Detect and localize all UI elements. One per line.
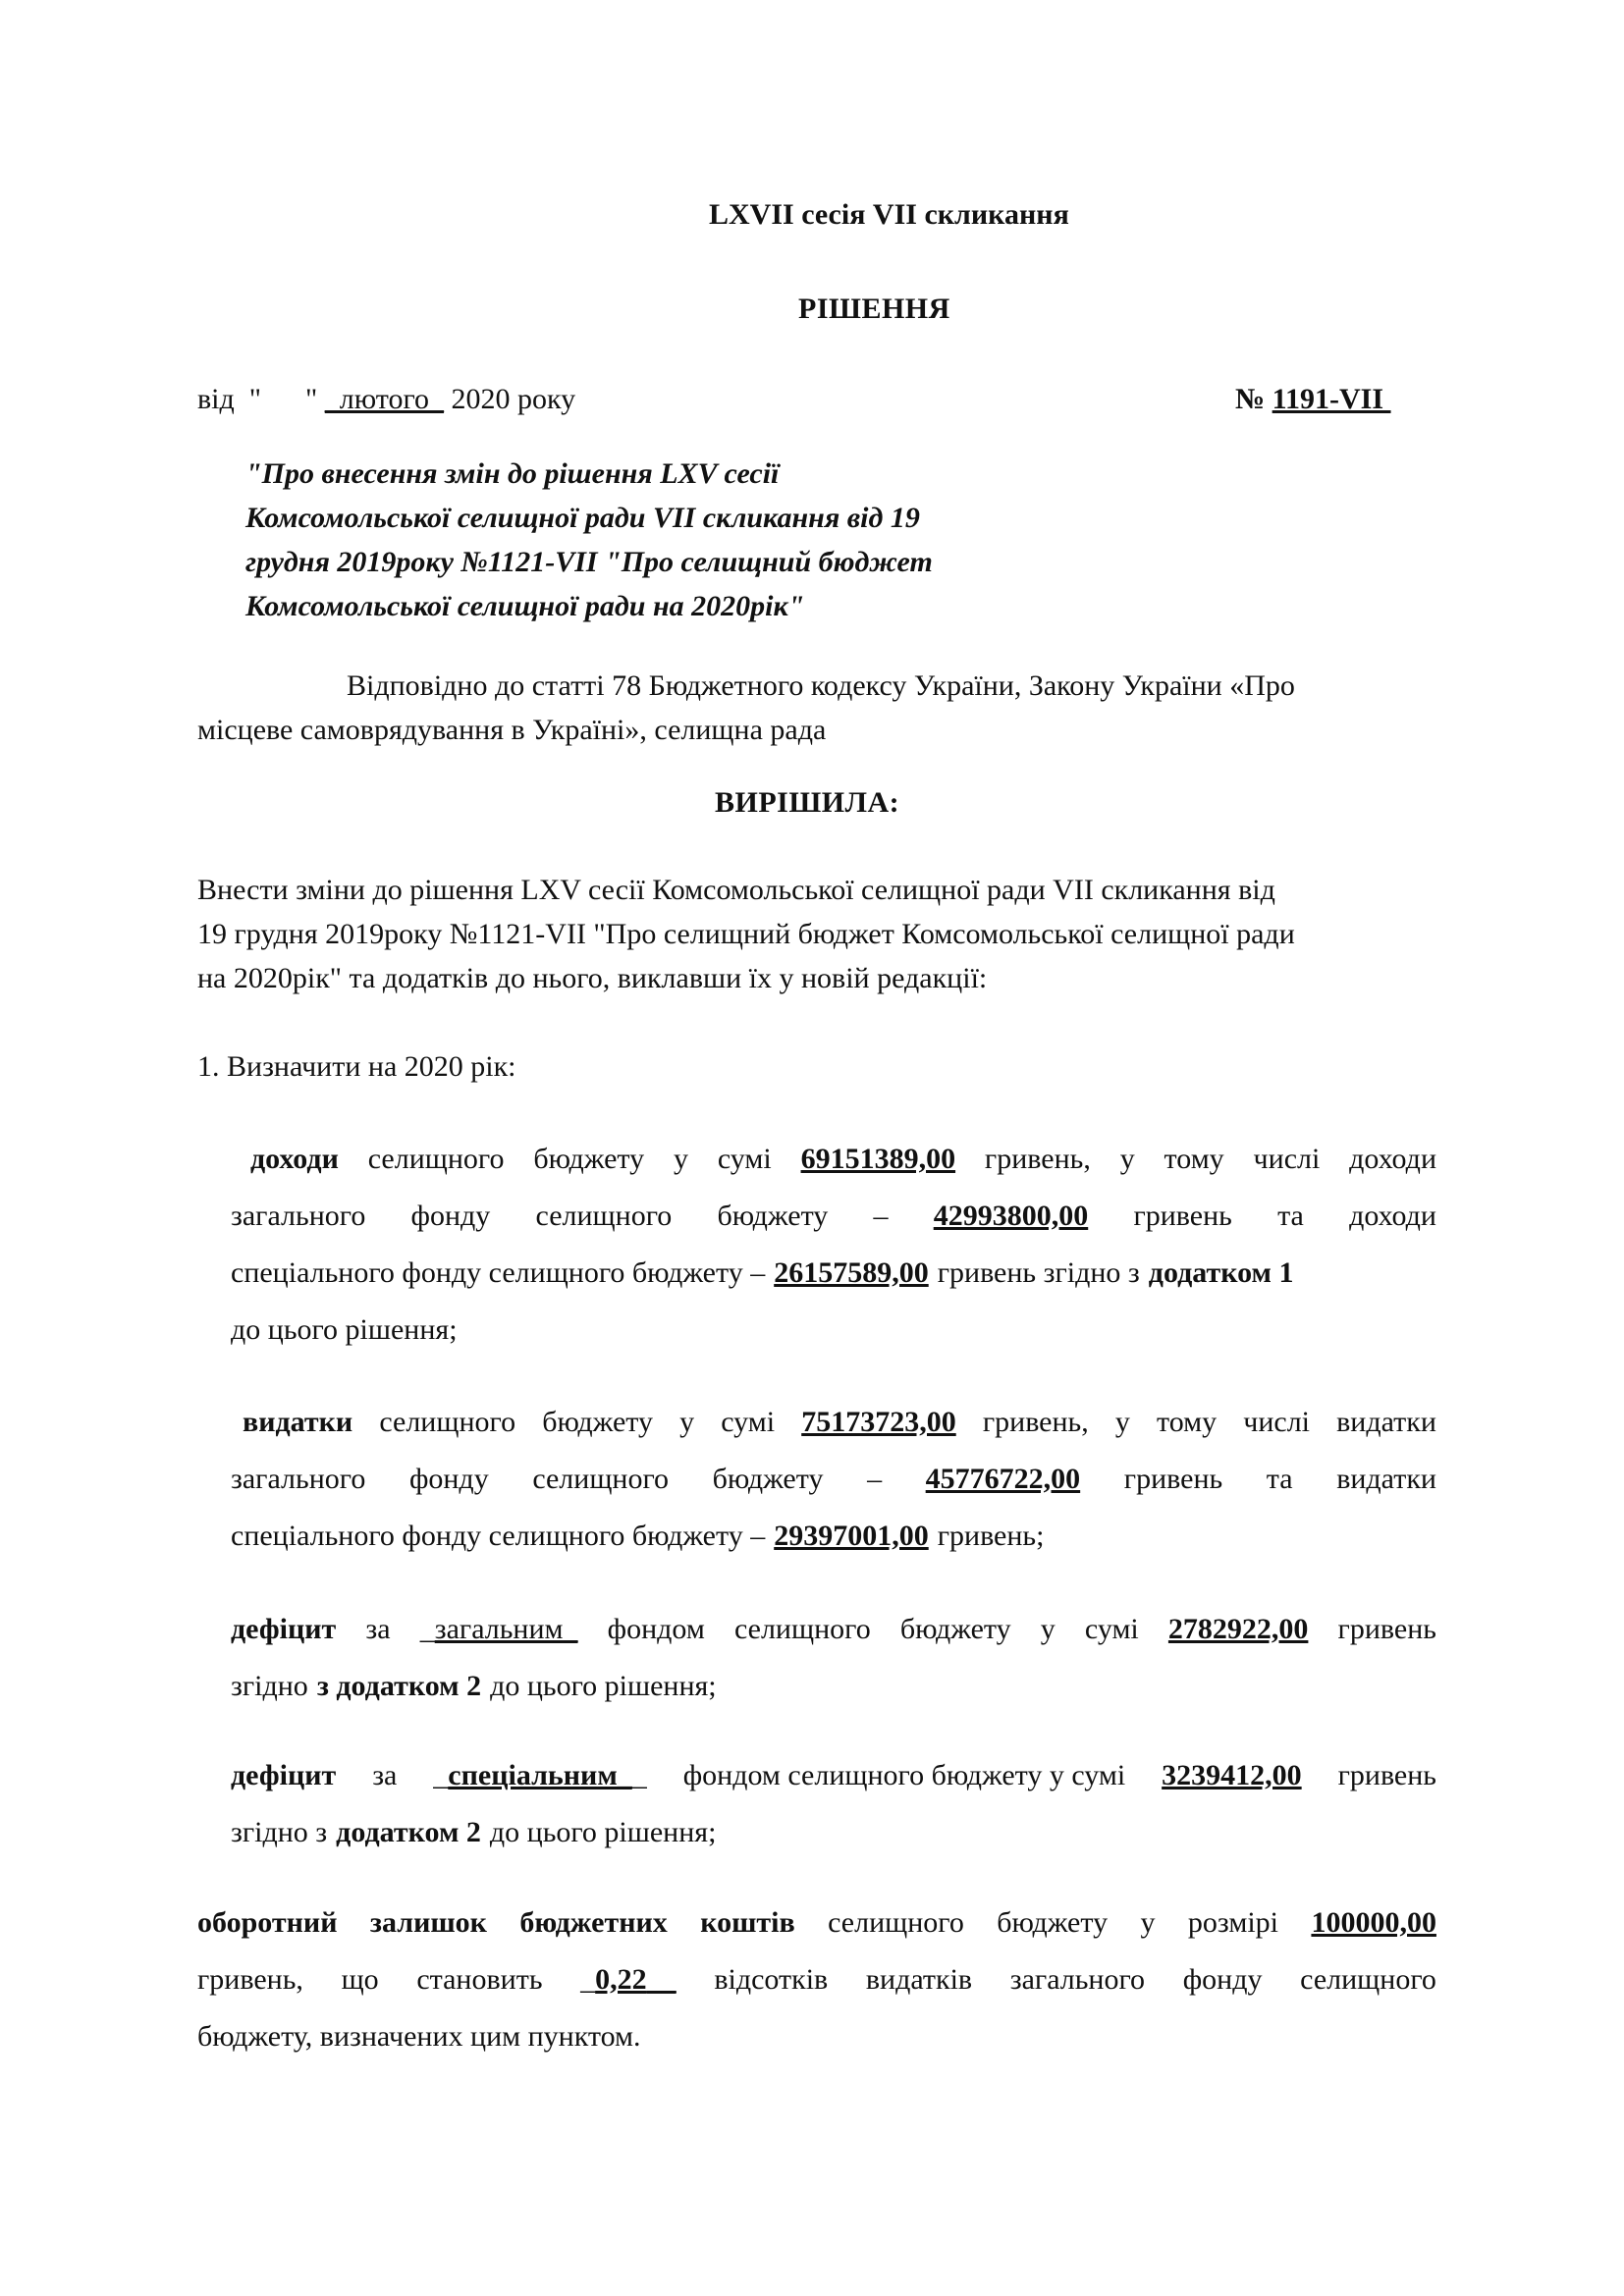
deficit-special-line-1 [231,1747,1436,1804]
text-fragment: становить [416,1963,543,1996]
text-fragment: у [1140,1906,1156,1939]
income-line-3 [231,1245,1436,1302]
text-fragment: числі [1253,1143,1321,1175]
fund-name-value: спеціальним_ [448,1759,632,1791]
text-fragment: гривень [1337,1759,1436,1791]
session-heading: LXVII сесія VII скликання [709,198,1069,231]
text-fragment: гривень, [984,1143,1091,1175]
text-fragment: гривень [1123,1463,1223,1495]
fund-name-value: загальним [434,1613,564,1645]
reserve-term: бюджетних [519,1906,668,1939]
expense-line-2 [231,1451,1436,1508]
text-fragment: бюджету [899,1613,1011,1645]
text-fragment: бюджету [712,1463,824,1495]
fund-name [420,1601,578,1658]
expense-line-3 [231,1508,1436,1565]
income-paragraph [231,1131,1436,1359]
text-fragment: бюджету [717,1200,829,1232]
resolved-heading: ВИРІШИЛА: [715,786,900,819]
text-fragment: фонду [408,1463,489,1495]
deficit-general-line-1 [231,1601,1436,1658]
decision-subject [245,452,1149,628]
text-fragment: відсотків [714,1963,829,1996]
text-fragment: згідно з [231,1816,328,1848]
text-fragment: тому [1156,1406,1218,1438]
expense-total-amount: 75173723,00 [801,1406,956,1438]
fund-name [433,1747,647,1804]
deficit-general-appendix-ref: з додатком 2 [316,1670,482,1702]
income-general-amount: 42993800,00 [933,1200,1089,1232]
income-total-amount: 69151389,00 [800,1143,956,1175]
text-fragment: селищного [532,1463,670,1495]
text-fragment: у [1040,1613,1056,1645]
income-line-1 [231,1131,1436,1188]
text-fragment: гривень, [982,1406,1089,1438]
subject-line: Комсомольської селищної ради на 2020рік" [245,590,805,622]
amendment-paragraph [197,868,1436,1000]
text-fragment: загального [1009,1963,1146,1996]
text-fragment: до цього рішення; [489,1816,717,1848]
text-fragment: бюджету [997,1906,1109,1939]
text-fragment: гривень; [937,1520,1045,1552]
amendment-line: на 2020рік" та додатків до нього, виклавши їх у новій редакції: [197,962,988,994]
preamble-line: місцеве самоврядування в Україні», селищна рада [197,714,827,746]
text-fragment: що [341,1963,379,1996]
date-prefix: від " " [197,383,318,415]
amendment-line: Внести зміни до рішення LXV сесії Комсомольської селищної ради VII скликання від [197,874,1275,906]
text-fragment: видатків [865,1963,973,1996]
expense-paragraph [231,1394,1436,1565]
text-fragment: селищного [367,1143,505,1175]
reserve-paragraph [197,1895,1436,2065]
text-fragment: – [867,1463,883,1495]
reserve-line-1 [197,1895,1436,1951]
text-fragment: числі [1243,1406,1311,1438]
income-line-2 [231,1188,1436,1245]
text-fragment: у [679,1406,695,1438]
expense-line-1 [231,1394,1436,1451]
text-fragment: доходи [1349,1143,1436,1175]
expense-term: видатки [243,1406,353,1438]
text-fragment: загального [231,1463,366,1495]
deficit-general-paragraph [231,1601,1436,1715]
text-fragment: фонду [1182,1963,1263,1996]
text-fragment: – [873,1200,889,1232]
subject-line: "Про внесення змін до рішення LXV сесії [245,457,780,490]
text-fragment: селищного [733,1613,871,1645]
text-fragment: доходи [1349,1200,1436,1232]
expense-special-amount: 29397001,00 [774,1520,929,1552]
text-fragment: селищного [379,1406,516,1438]
reserve-percent [580,1951,677,2008]
text-fragment: у [674,1143,688,1175]
deficit-general-line-2 [231,1658,1436,1715]
text-fragment: фондом селищного бюджету у сумі [682,1759,1126,1791]
decision-date [197,383,575,416]
text-fragment: _ [563,1613,578,1645]
text-fragment: видатки [1336,1406,1436,1438]
deficit-term: дефіцит [231,1613,337,1645]
number-value: 1191-VII [1272,383,1391,415]
text-fragment: загального [231,1200,366,1232]
text-fragment: видатки [1336,1463,1436,1495]
text-fragment: за [372,1759,398,1791]
text-fragment: сумі [717,1143,772,1175]
text-fragment: спеціального фонду селищного бюджету – [231,1520,766,1552]
text-fragment: та [1277,1200,1304,1232]
text-fragment: селищного [535,1200,673,1232]
deficit-general-amount: 2782922,00 [1167,1613,1309,1645]
text-fragment: гривень згідно з [937,1256,1140,1289]
text-fragment: до цього рішення; [490,1670,717,1702]
text-fragment: гривень, [197,1963,303,1996]
amendment-line: 19 грудня 2019року №1121-VII "Про селищний бюджет Комсомольської селищної ради [197,918,1295,950]
text-fragment: селищного [1300,1963,1436,1996]
text-fragment: у [1114,1406,1130,1438]
reserve-term: залишок [369,1906,487,1939]
text-fragment: __ [646,1963,677,1996]
text-fragment: гривень [1133,1200,1232,1232]
text-fragment: _ [433,1759,449,1791]
reserve-term: оборотний [197,1906,338,1939]
text-fragment: фонду [410,1200,491,1232]
deficit-special-paragraph [231,1747,1436,1861]
text-fragment: бюджету [542,1406,653,1438]
date-suffix: 2020 року [444,383,576,415]
text-fragment: сумі [1084,1613,1139,1645]
income-term: доходи [250,1143,339,1175]
reserve-term: коштів [700,1906,795,1939]
subject-line: Комсомольської селищної ради VII скликання від 19 [245,502,920,534]
decision-number [1235,383,1391,416]
text-fragment: у [1119,1143,1135,1175]
text-fragment: _ [580,1963,596,1996]
text-fragment: тому [1164,1143,1224,1175]
preamble-line: Відповідно до статті 78 Бюджетного кодексу України, Закону України «Про [347,669,1295,702]
deficit-special-line-2 [231,1804,1436,1861]
text-fragment: _ [419,1613,435,1645]
preamble-paragraph [197,664,1436,752]
text-fragment: гривень [1337,1613,1436,1645]
text-fragment: _ [631,1759,647,1791]
income-special-amount: 26157589,00 [774,1256,929,1289]
expense-general-amount: 45776722,00 [925,1463,1081,1495]
decision-title: РІШЕННЯ [798,293,950,325]
text-fragment: фондом [607,1613,705,1645]
text-fragment: спеціального фонду селищного бюджету – [231,1256,766,1289]
text-fragment: згідно [231,1670,308,1702]
text-fragment: сумі [721,1406,776,1438]
point-1-heading: 1. Визначити на 2020 рік: [197,1050,516,1083]
reserve-line-2 [197,1951,1436,2008]
income-appendix-ref: додатком 1 [1148,1256,1294,1289]
text-fragment: селищного [828,1906,964,1939]
text-fragment: бюджету [533,1143,645,1175]
number-prefix: № [1235,383,1272,415]
text-fragment: та [1266,1463,1293,1495]
text-fragment: розмірі [1187,1906,1279,1939]
date-month: _лютого_ [324,383,445,415]
text-fragment: за [365,1613,391,1645]
income-line-4 [231,1302,1436,1359]
reserve-line-3 [197,2008,1436,2065]
reserve-percent-value: 0,22 [595,1963,647,1996]
subject-line: грудня 2019року №1121-VII "Про селищний бюджет [245,546,933,578]
deficit-term: дефіцит [231,1759,337,1791]
text-fragment: бюджету, визначених цим пунктом. [197,2020,641,2053]
deficit-special-appendix-ref: додатком 2 [336,1816,481,1848]
reserve-amount: 100000,00 [1311,1906,1436,1939]
deficit-special-amount: 3239412,00 [1162,1759,1302,1791]
text-fragment: до цього рішення; [231,1313,458,1346]
